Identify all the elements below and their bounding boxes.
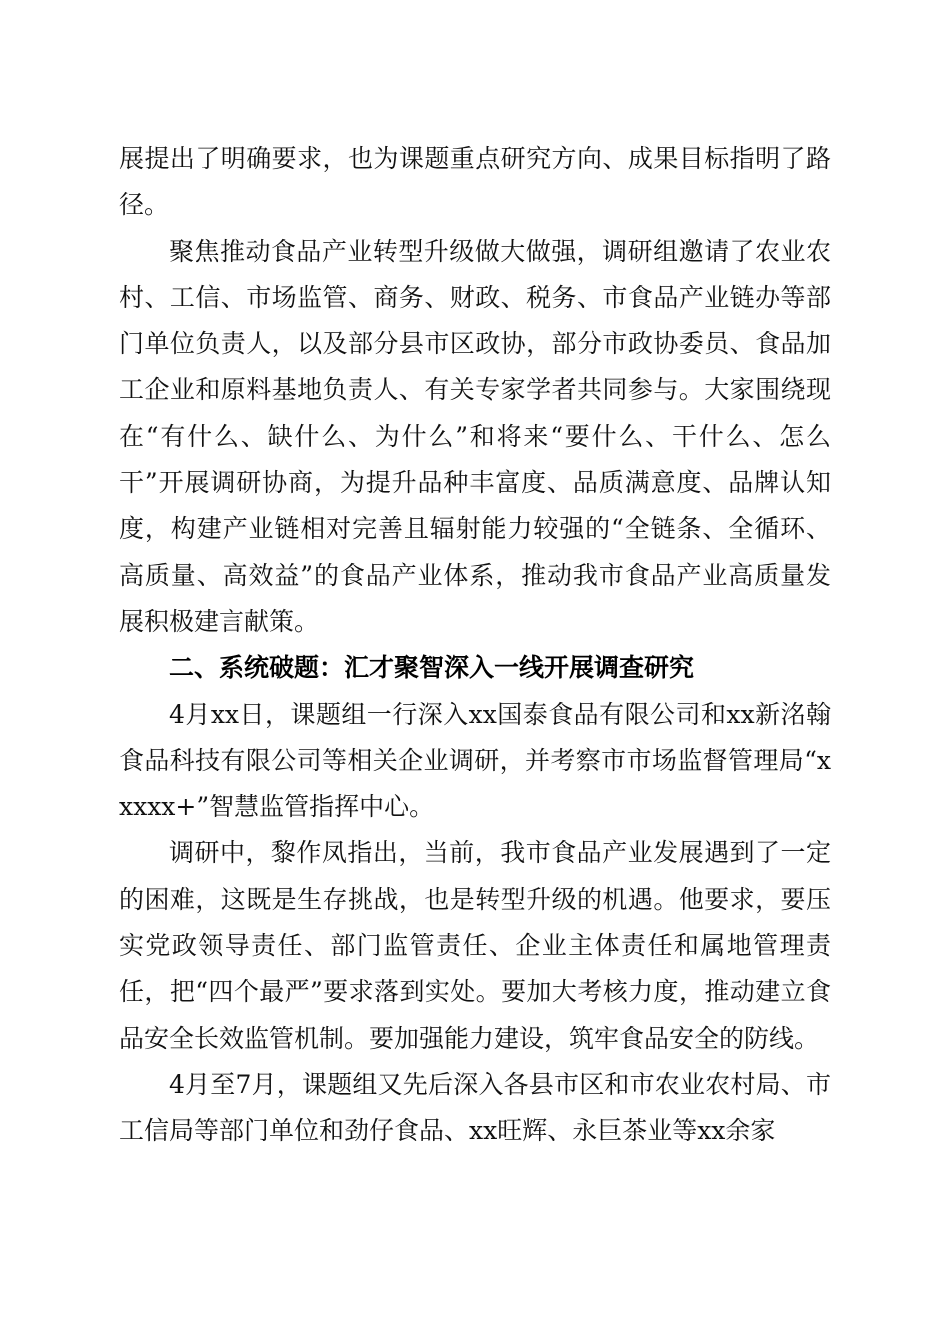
paragraph-research-remarks: 调研中，黎作凤指出，当前，我市食品产业发展遇到了一定的困难，这既是生存挑战，也是转型升级的机遇。他要求，要压实党政领导责任、部门监管责任、企业主体责任和属地管理责任，把“四个最严”要求落到实处。要加大考核力度，推动建立食品安全长效监管机制。要加强能力建设，筑牢食品安全的防线。 xyxy=(119,838,831,1053)
paragraph-focus-food-industry: 聚焦推动食品产业转型升级做大做强，调研组邀请了农业农村、工信、市场监管、商务、财政、税务、市食品产业链办等部门单位负责人，以及部分县市区政协，部分市政协委员、食品加工企业和原料基地负责人、有关专家学者共同参与。大家围绕现在“有什么、缺什么、为什么”和将来“要什么、干什么、怎么干”开展调研协商，为提升品种丰富度、品质满意度、品牌认知度，构建产业链相对完善且辐射能力较强的“全链条、全循环、高质量、高效益”的食品产业体系，推动我市食品产业高质量发展积极建言献策。 xyxy=(119,236,831,636)
paragraph-continuation: 展提出了明确要求，也为课题重点研究方向、成果目标指明了路径。 xyxy=(119,144,831,220)
paragraph-april-visit: 4月xx日，课题组一行深入xx国泰食品有限公司和xx新洺翰食品科技有限公司等相关企业调研，并考察市市场监督管理局“xxxxx+”智慧监管指挥中心。 xyxy=(119,699,831,822)
body-text xyxy=(119,136,831,1155)
paragraph-april-to-july: 4月至7月，课题组又先后深入各县市区和市农业农村局、市工信局等部门单位和劲仔食品、xx旺辉、永巨茶业等xx余家 xyxy=(119,1069,831,1146)
section-heading-2: 二、系统破题：汇才聚智深入一线开展调查研究 xyxy=(169,653,695,683)
